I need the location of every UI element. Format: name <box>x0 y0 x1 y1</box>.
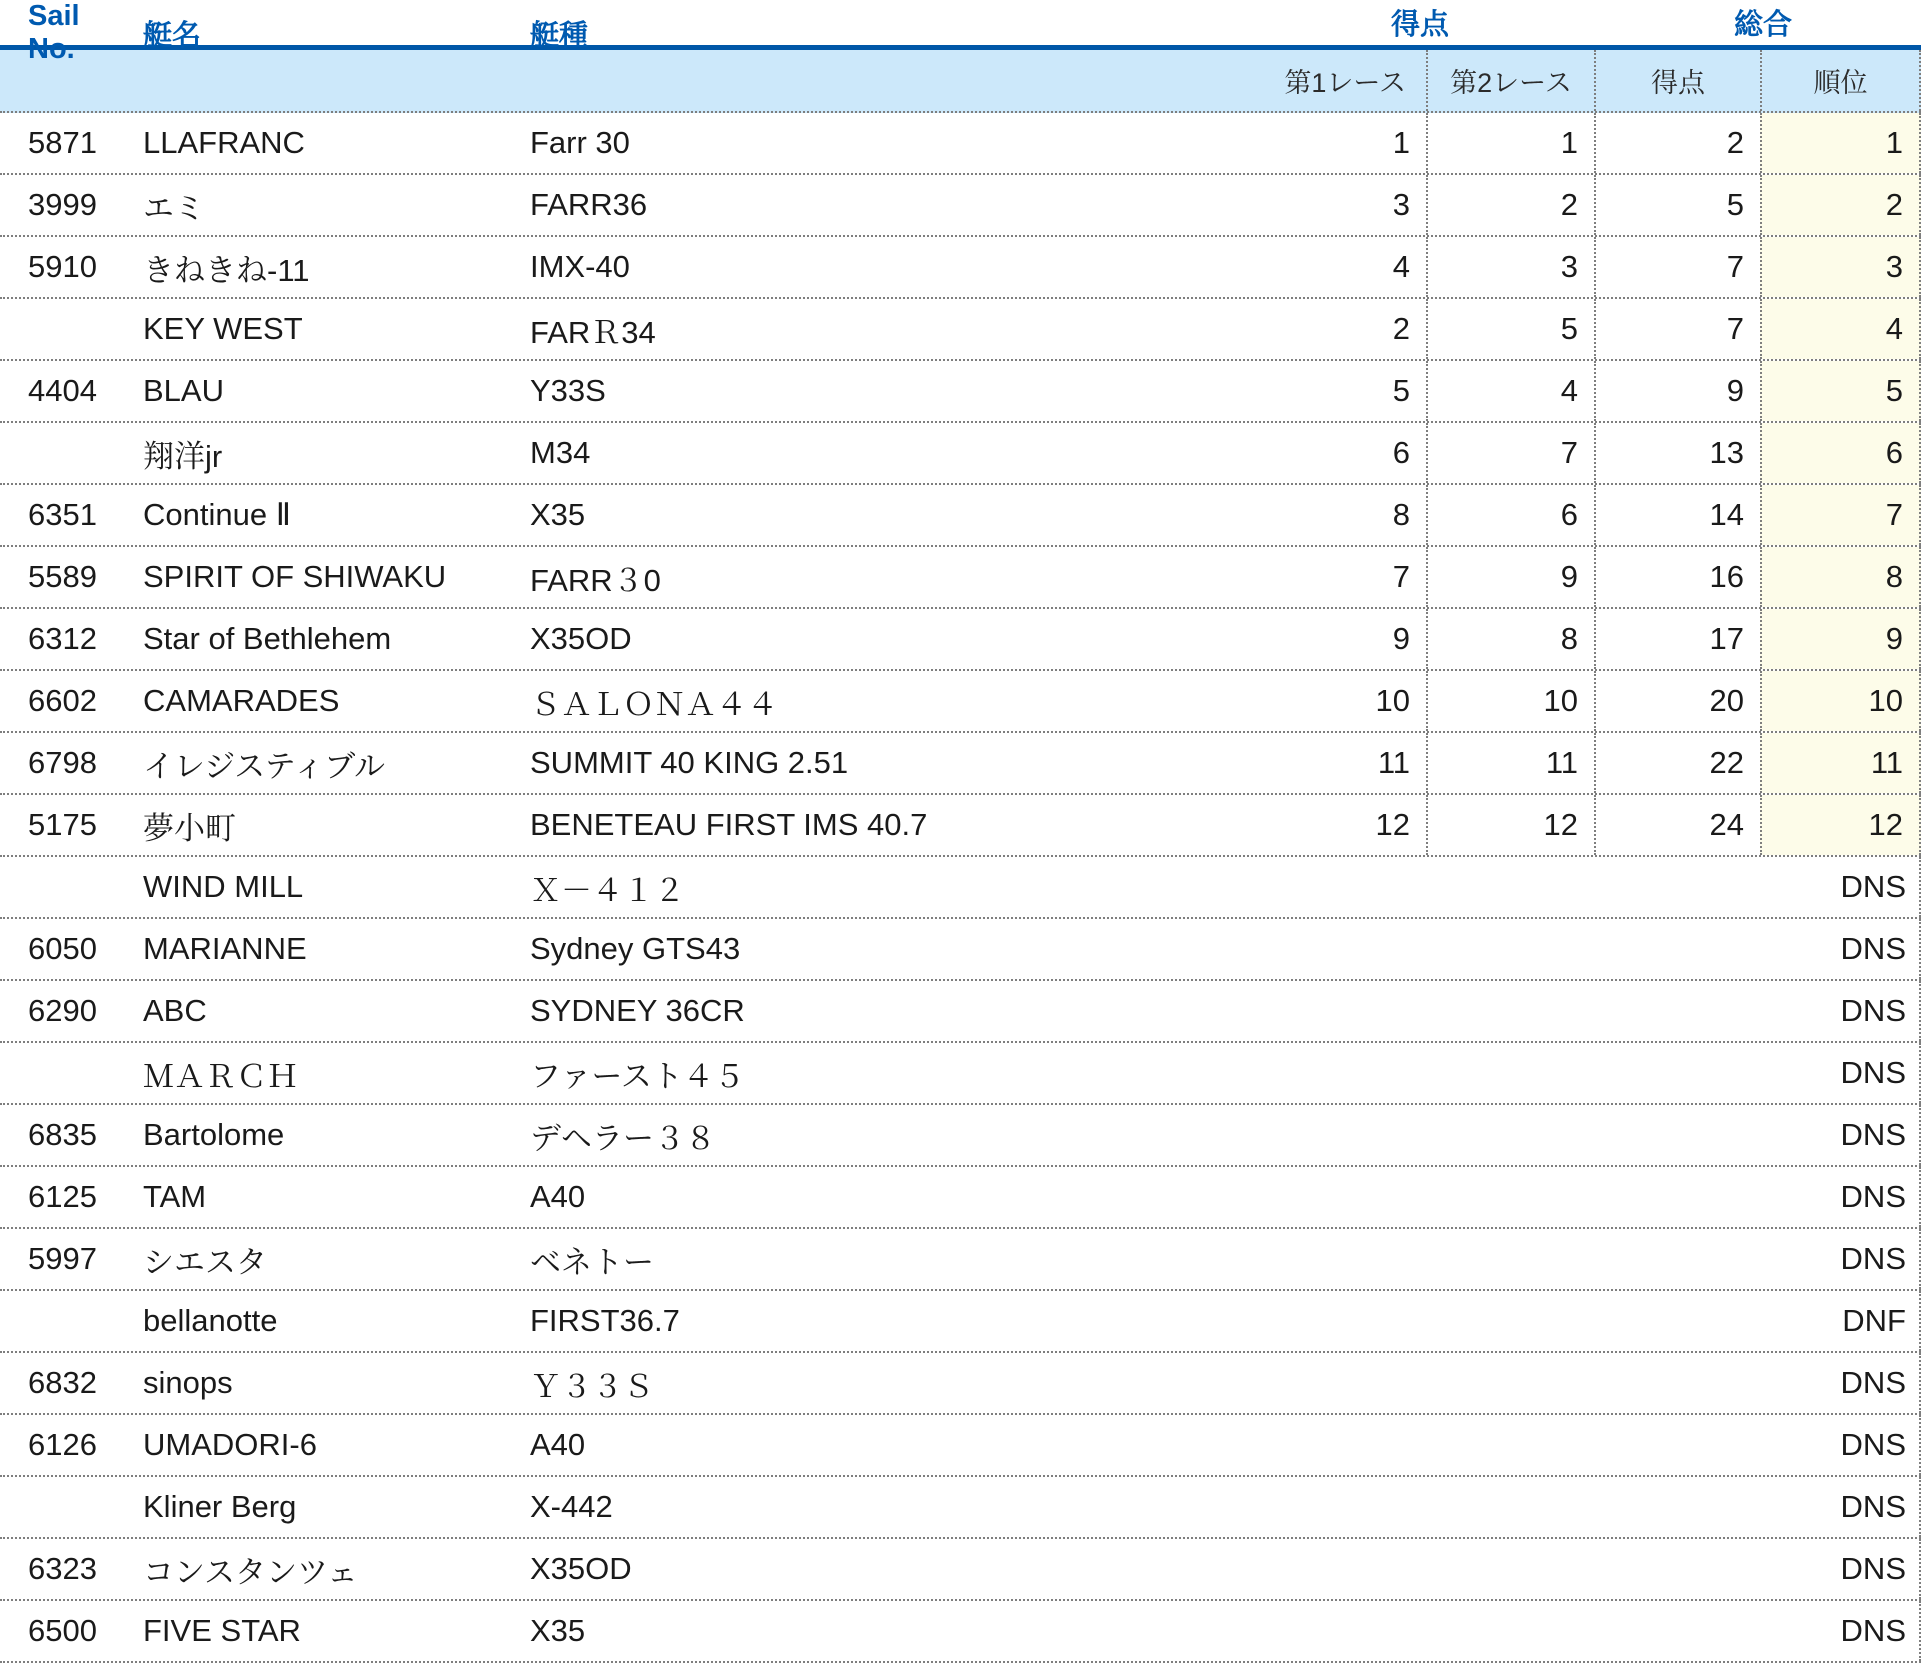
sail-no-cell <box>0 1477 125 1537</box>
sail-no-cell <box>0 299 125 359</box>
boat-name-cell: 翔洋jr <box>143 438 223 474</box>
rank-cell: 11 <box>1760 733 1921 793</box>
sail-no-cell: 6602 <box>28 683 97 718</box>
boat-name-cell: Kliner Berg <box>143 1489 297 1524</box>
race2-score-cell: 9 <box>1426 547 1594 607</box>
sail-no-cell: 6798 <box>28 745 97 780</box>
boat-name-cell: SPIRIT OF SHIWAKU <box>143 559 447 594</box>
rank-cell: 5 <box>1760 361 1921 421</box>
total-score-cell: 5 <box>1594 175 1760 235</box>
sail-no-cell: 3999 <box>28 187 97 222</box>
rank-cell: 2 <box>1760 175 1921 235</box>
table-row <box>0 1353 1921 1415</box>
status-cell: DNS <box>1060 981 1921 1041</box>
boat-type-cell: ファースト４５ <box>530 1058 745 1094</box>
boat-type-cell: Y33S <box>530 373 606 408</box>
race2-score-cell: 10 <box>1426 671 1594 731</box>
boat-name-cell: シエスタ <box>143 1244 267 1280</box>
table-row <box>0 733 1921 795</box>
sail-no-cell: 6835 <box>28 1117 97 1152</box>
race2-score-cell: 12 <box>1426 795 1594 855</box>
boat-name-cell: Bartolome <box>143 1117 285 1152</box>
col-header-race2: 第2レース <box>1426 50 1594 111</box>
race1-score-cell: 5 <box>1392 373 1410 408</box>
table-row <box>0 671 1921 733</box>
total-score-cell: 9 <box>1594 361 1760 421</box>
status-cell: DNS <box>1060 1167 1921 1227</box>
rank-cell: 6 <box>1760 423 1921 483</box>
race1-score-cell: 10 <box>1375 683 1410 718</box>
col-header-boat-name: 艇名 <box>143 19 202 52</box>
boat-name-cell: BLAU <box>143 373 224 408</box>
sail-no-cell: 6050 <box>28 931 97 966</box>
boat-name-cell: きねきね-11 <box>143 252 310 288</box>
table-row <box>0 1167 1921 1229</box>
total-score-cell: 17 <box>1594 609 1760 669</box>
boat-name-cell: イレジスティブル <box>143 748 385 784</box>
rank-cell: 1 <box>1760 113 1921 173</box>
race2-score-cell: 11 <box>1426 733 1594 793</box>
boat-name-cell: 夢小町 <box>143 810 236 846</box>
table-row <box>0 1415 1921 1477</box>
race1-score-cell: 9 <box>1392 621 1410 656</box>
sail-no-cell: 5910 <box>28 249 97 284</box>
boat-type-cell: M34 <box>530 435 591 470</box>
race2-score-cell: 1 <box>1426 113 1594 173</box>
boat-name-cell: CAMARADES <box>143 683 340 718</box>
boat-type-cell: FARR36 <box>530 187 648 222</box>
boat-name-cell: LLAFRANC <box>143 125 305 160</box>
sail-no-cell: 4404 <box>28 373 97 408</box>
sail-no-cell: 6500 <box>28 1613 97 1648</box>
boat-type-cell: Ｙ３３Ｓ <box>530 1368 654 1404</box>
boat-type-cell: FARＲ34 <box>530 314 656 350</box>
status-cell: DNS <box>1060 1601 1921 1661</box>
race2-score-cell: 4 <box>1426 361 1594 421</box>
col-header-total-score: 得点 <box>1594 50 1760 111</box>
race1-score-cell: 2 <box>1392 311 1410 346</box>
table-row <box>0 299 1921 361</box>
total-score-cell: 24 <box>1594 795 1760 855</box>
boat-type-cell: Farr 30 <box>530 125 630 160</box>
table-row <box>0 795 1921 857</box>
boat-type-cell: IMX-40 <box>530 249 630 284</box>
total-score-cell: 16 <box>1594 547 1760 607</box>
sail-no-cell: 5997 <box>28 1241 97 1276</box>
table-row <box>0 547 1921 609</box>
status-cell: DNS <box>1060 1229 1921 1289</box>
table-row <box>0 237 1921 299</box>
table-row <box>0 1291 1921 1353</box>
table-row <box>0 1043 1921 1105</box>
table-row <box>0 1229 1921 1291</box>
sail-no-cell <box>0 1291 125 1351</box>
table-row <box>0 485 1921 547</box>
boat-type-cell: Ｘ－４１２ <box>530 872 685 908</box>
table-row <box>0 1105 1921 1167</box>
col-group-header-overall: 総合 <box>1733 9 1793 41</box>
boat-name-cell: WIND MILL <box>143 869 304 904</box>
table-row <box>0 1477 1921 1539</box>
race1-score-cell: 11 <box>1377 745 1410 780</box>
race1-score-cell: 8 <box>1392 497 1410 532</box>
col-group-header-score: 得点 <box>1390 9 1450 41</box>
sail-no-cell: 5175 <box>28 807 97 842</box>
race2-score-cell: 7 <box>1426 423 1594 483</box>
boat-type-cell: デヘラー３８ <box>530 1120 716 1156</box>
boat-name-cell: Star of Bethlehem <box>143 621 392 656</box>
table-row <box>0 919 1921 981</box>
sail-no-cell: 6290 <box>28 993 97 1028</box>
table-body <box>0 113 1921 1663</box>
boat-name-cell: Continue Ⅱ <box>143 497 291 532</box>
table-row <box>0 423 1921 485</box>
race2-score-cell: 5 <box>1426 299 1594 359</box>
race1-score-cell: 4 <box>1392 249 1410 284</box>
boat-type-cell: BENETEAU FIRST IMS 40.7 <box>530 807 928 842</box>
boat-name-cell: bellanotte <box>143 1303 278 1338</box>
boat-type-cell: A40 <box>530 1427 586 1462</box>
race1-score-cell: 6 <box>1392 435 1410 470</box>
table-row <box>0 361 1921 423</box>
table-row <box>0 1601 1921 1663</box>
race2-score-cell: 8 <box>1426 609 1594 669</box>
status-cell: DNS <box>1060 1043 1921 1103</box>
status-cell: DNS <box>1060 1353 1921 1413</box>
sail-no-cell: 6125 <box>28 1179 97 1214</box>
rank-cell: 7 <box>1760 485 1921 545</box>
status-cell: DNS <box>1060 1539 1921 1599</box>
status-cell: DNS <box>1060 1105 1921 1165</box>
sail-no-cell: 5871 <box>28 125 97 160</box>
total-score-cell: 13 <box>1594 423 1760 483</box>
boat-type-cell: X35 <box>530 1613 586 1648</box>
boat-name-cell: KEY WEST <box>143 311 303 346</box>
boat-type-cell: Sydney GTS43 <box>530 931 741 966</box>
rank-cell: 4 <box>1760 299 1921 359</box>
col-header-sail-no: Sail No. <box>28 0 80 65</box>
rank-cell: 10 <box>1760 671 1921 731</box>
table-row <box>0 113 1921 175</box>
status-cell: DNS <box>1060 1415 1921 1475</box>
table-row <box>0 981 1921 1043</box>
sail-no-cell <box>0 423 125 483</box>
sail-no-cell <box>0 1043 125 1103</box>
race1-score-cell: 12 <box>1375 807 1410 842</box>
race1-score-cell: 3 <box>1392 187 1410 222</box>
sail-no-cell: 5589 <box>28 559 97 594</box>
boat-name-cell: エミ <box>143 190 205 226</box>
sail-no-cell <box>0 857 125 917</box>
race2-score-cell: 6 <box>1426 485 1594 545</box>
boat-name-cell: ABC <box>143 993 207 1028</box>
boat-type-cell: X35OD <box>530 1551 632 1586</box>
boat-type-cell: X-442 <box>530 1489 613 1524</box>
rank-cell: 9 <box>1760 609 1921 669</box>
status-cell: DNS <box>1060 919 1921 979</box>
boat-name-cell: MARIANNE <box>143 931 307 966</box>
boat-name-cell: コンスタンツェ <box>143 1554 358 1590</box>
boat-name-cell: ＭＡＲＣＨ <box>143 1058 298 1094</box>
boat-name-cell: TAM <box>143 1179 207 1214</box>
sail-no-cell: 6312 <box>28 621 97 656</box>
boat-type-cell: A40 <box>530 1179 586 1214</box>
table-header <box>0 0 1921 65</box>
boat-name-cell: sinops <box>143 1365 233 1400</box>
status-cell: DNS <box>1060 1477 1921 1537</box>
sail-no-cell: 6323 <box>28 1551 97 1586</box>
col-header-race1: 第1レース <box>1284 68 1406 98</box>
total-score-cell: 7 <box>1594 237 1760 297</box>
col-header-rank: 順位 <box>1760 50 1921 111</box>
total-score-cell: 14 <box>1594 485 1760 545</box>
rank-cell: 12 <box>1760 795 1921 855</box>
col-header-boat-type: 艇種 <box>530 19 589 52</box>
boat-type-cell: SUMMIT 40 KING 2.51 <box>530 745 849 780</box>
sail-no-cell: 6126 <box>28 1427 97 1462</box>
total-score-cell: 22 <box>1594 733 1760 793</box>
table-row <box>0 1539 1921 1601</box>
rank-cell: 8 <box>1760 547 1921 607</box>
boat-type-cell: ベネトー <box>530 1244 654 1280</box>
race1-score-cell: 7 <box>1392 559 1410 594</box>
boat-type-cell: SYDNEY 36CR <box>530 993 745 1028</box>
total-score-cell: 2 <box>1594 113 1760 173</box>
total-score-cell: 20 <box>1594 671 1760 731</box>
sail-no-cell: 6832 <box>28 1365 97 1400</box>
sail-no-cell: 6351 <box>28 497 97 532</box>
status-cell: DNF <box>1060 1291 1921 1351</box>
total-score-cell: 7 <box>1594 299 1760 359</box>
rank-cell: 3 <box>1760 237 1921 297</box>
race1-score-cell: 1 <box>1392 125 1410 160</box>
table-row <box>0 609 1921 671</box>
boat-name-cell: UMADORI-6 <box>143 1427 317 1462</box>
boat-type-cell: X35OD <box>530 621 632 656</box>
table-row <box>0 857 1921 919</box>
race2-score-cell: 2 <box>1426 175 1594 235</box>
boat-type-cell: FIRST36.7 <box>530 1303 680 1338</box>
boat-type-cell: FARR３0 <box>530 562 661 598</box>
race2-score-cell: 3 <box>1426 237 1594 297</box>
status-cell: DNS <box>1060 857 1921 917</box>
boat-type-cell: X35 <box>530 497 586 532</box>
table-row <box>0 175 1921 237</box>
boat-type-cell: ＳＡＬＯＮＡ４４ <box>530 686 778 722</box>
boat-name-cell: FIVE STAR <box>143 1613 301 1648</box>
